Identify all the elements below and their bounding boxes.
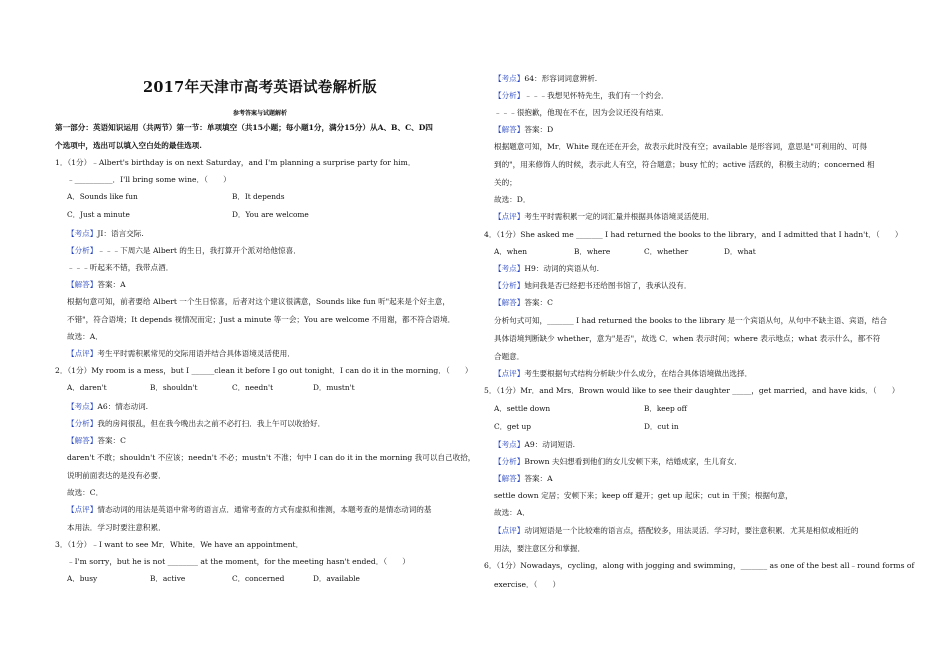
right-line (494, 457, 742, 467)
page-title: 2017年天津市高考英语试卷解析版 (143, 79, 377, 96)
right-line (494, 195, 530, 205)
right-line (494, 264, 599, 274)
right-line (494, 281, 691, 291)
line-text: 答案：C (97, 436, 126, 445)
right-line (494, 474, 553, 484)
section-tag: 【分析】 (494, 281, 525, 290)
right-line (494, 125, 553, 135)
line-text: ﹣﹣﹣很抱歉，他现在不在，因为会议还没有结束． (494, 108, 669, 117)
line-text: A6：情态动词. (97, 402, 149, 411)
right-line (494, 212, 714, 222)
line-text: 答案：A (524, 474, 553, 483)
answer-option: B．where (574, 247, 611, 256)
line-text: 考生平时需积累常见的交际用语并结合具体语境灵活使用． (97, 349, 295, 358)
section-tag: 【分析】 (494, 91, 525, 100)
answer-option: A．daren't (67, 383, 107, 392)
right-line (494, 74, 597, 84)
left-line (55, 540, 303, 550)
section-tag: 【考点】 (67, 402, 98, 411)
section-tag: 【考点】 (494, 74, 525, 83)
section-tag: 【点评】 (494, 369, 525, 378)
line-text: 具体语境判断缺少 whether，意为"是否"，故选 C．when 表示时间；where 表示地点；what 表示什么，都不符 (494, 334, 881, 343)
right-line (494, 160, 875, 170)
answer-option: D．mustn't (313, 383, 355, 392)
left-line (55, 158, 415, 168)
answer-option: B．active (150, 574, 186, 583)
line-text: 故选：D． (494, 195, 531, 204)
line-text: 根据句意可知，前者要给 Albert 一个生日惊喜，后者对这个建议很满意，Sounds like fun 听"起来是个好主意， (67, 297, 450, 306)
right-line (494, 369, 752, 379)
answer-option: A．Sounds like fun (67, 192, 138, 201)
line-text: 6．（1分）Nowadays，cycling，along with jogging and swimming，_______ as one of the best all﹣round forms of (484, 561, 915, 570)
left-line (55, 141, 202, 151)
line-text: ﹣I'm sorry，but he is not ________ at the moment，for the meeting hasn't ended．（ ） (67, 557, 410, 566)
right-line (494, 352, 524, 362)
line-text: 说明前面表达的是没有必要． (67, 471, 166, 480)
section-tag: 【分析】 (67, 419, 98, 428)
answer-option: B．shouldn't (150, 383, 198, 392)
line-text: 用法，要注意区分和掌握． (494, 544, 586, 553)
section-tag: 【点评】 (67, 505, 98, 514)
line-text: 答案：C (524, 298, 553, 307)
right-line (494, 142, 867, 152)
section-tag: 【考点】 (494, 264, 525, 273)
line-text: 考生平时需积累一定的词汇量并根据具体语境灵活使用． (524, 212, 715, 221)
left-line (67, 419, 325, 429)
section-tag: 【点评】 (494, 526, 525, 535)
answer-option: D．You are welcome (232, 210, 309, 219)
line-text: 1．（1分）﹣Albert's birthday is on next Saturday，and I'm planning a surprise party for him． (55, 158, 416, 167)
answer-option: C．whether (644, 247, 689, 256)
line-text: 不错"，符合语境；It depends 视情况而定；Just a minute 等一会；You are welcome 不用谢，都不符合语境． (67, 315, 456, 324)
section-tag: 【解答】 (494, 125, 525, 134)
line-text: 4．（1分）She asked me _______ I had returned the books to the library，and I admitted that I hadn't．（ ） (484, 230, 903, 239)
line-text: 合题意． (494, 352, 525, 361)
right-line (484, 561, 914, 571)
line-text: exercise．（ ） (494, 580, 561, 589)
section-tag: 【点评】 (494, 212, 525, 221)
line-text: 答案：D (524, 125, 554, 134)
answer-option: C．concerned (232, 574, 285, 583)
page-subtitle: 参考答案与试题解析 (232, 110, 287, 117)
left-line (67, 315, 455, 325)
left-line (67, 332, 103, 342)
line-text: 我的房间很乱，但在我今晚出去之前不必打扫．我上午可以收拾好． (97, 419, 326, 428)
section-tag: 【考点】 (67, 229, 98, 238)
line-text: 她问我是否已经把书还给图书馆了，我承认没有． (524, 281, 692, 290)
line-text: 分析句式可知，_______ I had returned the books to the library 是一个宾语从句，从句中不缺主语、宾语，结合 (494, 316, 887, 325)
right-line (494, 544, 585, 554)
answer-option: C．Just a minute (67, 210, 130, 219)
left-line (67, 246, 301, 256)
line-text: ﹣__________．I'll bring some wine．（ ） (67, 175, 231, 184)
right-line (484, 386, 899, 396)
left-line (55, 366, 472, 376)
section-tag: 【解答】 (67, 436, 98, 445)
section-tag: 【分析】 (67, 246, 98, 255)
right-line (494, 491, 793, 501)
line-text: Brown 夫妇想看到他们的女儿安顿下来，结婚成家，生儿育女． (524, 457, 742, 466)
line-text: 64：形容词词意辨析. (524, 74, 598, 83)
answer-option: B．It depends (232, 192, 285, 201)
right-line (494, 334, 880, 344)
line-text: ﹣﹣﹣下周六是 Albert 的生日，我打算开个派对给他惊喜． (97, 246, 301, 255)
line-text: ﹣﹣﹣听起来不错，我带点酒． (67, 263, 174, 272)
line-text: A9：动词短语. (524, 440, 576, 449)
section-tag: 【点评】 (67, 349, 98, 358)
answer-option: D．cut in (644, 422, 679, 431)
right-line (494, 178, 517, 188)
right-line (494, 298, 553, 308)
section-tag: 【分析】 (494, 457, 525, 466)
right-line (484, 230, 902, 240)
line-text: 情态动词的用法是英语中常考的语言点．通常考查的方式有虚拟和推测，本题考查的是情态动词的基 (97, 505, 432, 514)
answer-option: A．settle down (494, 404, 551, 413)
line-text: 3．（1分）﹣I want to see Mr．White．We have an appointment． (55, 540, 304, 549)
section-tag: 【考点】 (494, 440, 525, 449)
line-text: 故选：A． (67, 332, 103, 341)
line-text: 故选：C． (67, 488, 104, 497)
left-line (67, 349, 295, 359)
left-line (67, 453, 475, 463)
section-tag: 【解答】 (494, 298, 525, 307)
line-text: 2．（1分）My room is a mess，but I ______clean it before I go out tonight．I can do it in the morning．（ ） (55, 366, 473, 375)
answer-option: D．what (724, 247, 756, 256)
line-text: H9：动词的宾语从句. (524, 264, 599, 273)
right-line (494, 508, 530, 518)
left-line (67, 436, 126, 446)
answer-option: B．keep off (644, 404, 687, 413)
left-line (67, 229, 144, 239)
line-text: daren't 不敢；shouldn't 不应该；needn't 不必；mustn't 不准；句中 I can do it in the morning 我可以自己收拾， (67, 453, 476, 462)
right-line (494, 440, 575, 450)
right-line (494, 580, 560, 590)
right-line (494, 91, 669, 101)
right-line (494, 316, 887, 326)
line-text: 动词短语是一个比较难的语言点，搭配较多，用法灵活．学习时，要注意积累．尤其是相似或相近的 (524, 526, 859, 535)
answer-option: C．get up (494, 422, 531, 431)
section-tag: 【解答】 (67, 280, 98, 289)
line-text: settle down 定居；安顿下来；keep off 避开；get up 起床；cut in 干预；根据句意， (494, 491, 793, 500)
line-text: 个选项中，选出可以填入空白处的最佳选项. (55, 141, 202, 150)
left-line (67, 263, 173, 273)
left-line (67, 175, 231, 185)
answer-option: A．busy (67, 574, 98, 583)
right-line (494, 108, 669, 118)
line-text: ﹣﹣﹣我想见怀特先生，我们有一个约会． (524, 91, 669, 100)
line-text: 本用法．学习时要注意积累． (67, 523, 166, 532)
line-text: 考生要根据句式结构分析缺少什么成分，在结合具体语境做出选择． (524, 369, 753, 378)
left-line (67, 280, 126, 290)
left-line (67, 488, 103, 498)
line-text: 根据题意可知，Mr．White 现在还在开会，故表示此时没有空；available 是形容词，意思是"可利用的、可得 (494, 142, 868, 151)
line-text: 答案：A (97, 280, 126, 289)
line-text: 第一部分：英语知识运用（共两节）第一节：单项填空（共15小题；每小题1分，满分15分）从A、B、C、D四 (55, 123, 433, 132)
line-text: 关的； (494, 178, 517, 187)
left-line (67, 297, 450, 307)
answer-option: A．when (494, 247, 527, 256)
left-line (67, 523, 166, 533)
left-line (55, 123, 433, 133)
right-line (494, 526, 859, 536)
left-line (67, 505, 432, 515)
line-text: 故选：A． (494, 508, 530, 517)
answer-option: C．needn't (232, 383, 274, 392)
line-text: 5．（1分）Mr．and Mrs．Brown would like to see their daughter _____，get married，and have kids．（ ） (484, 386, 900, 395)
left-line (67, 402, 148, 412)
left-line (67, 557, 410, 567)
left-line (67, 471, 166, 481)
line-text: JI：语言交际. (97, 229, 144, 238)
line-text: 到的"，用来修饰人的时候，表示此人有空，符合题意；busy 忙的；active 活跃的，积极主动的；concerned 相 (494, 160, 875, 169)
answer-option: D．available (313, 574, 360, 583)
section-tag: 【解答】 (494, 474, 525, 483)
